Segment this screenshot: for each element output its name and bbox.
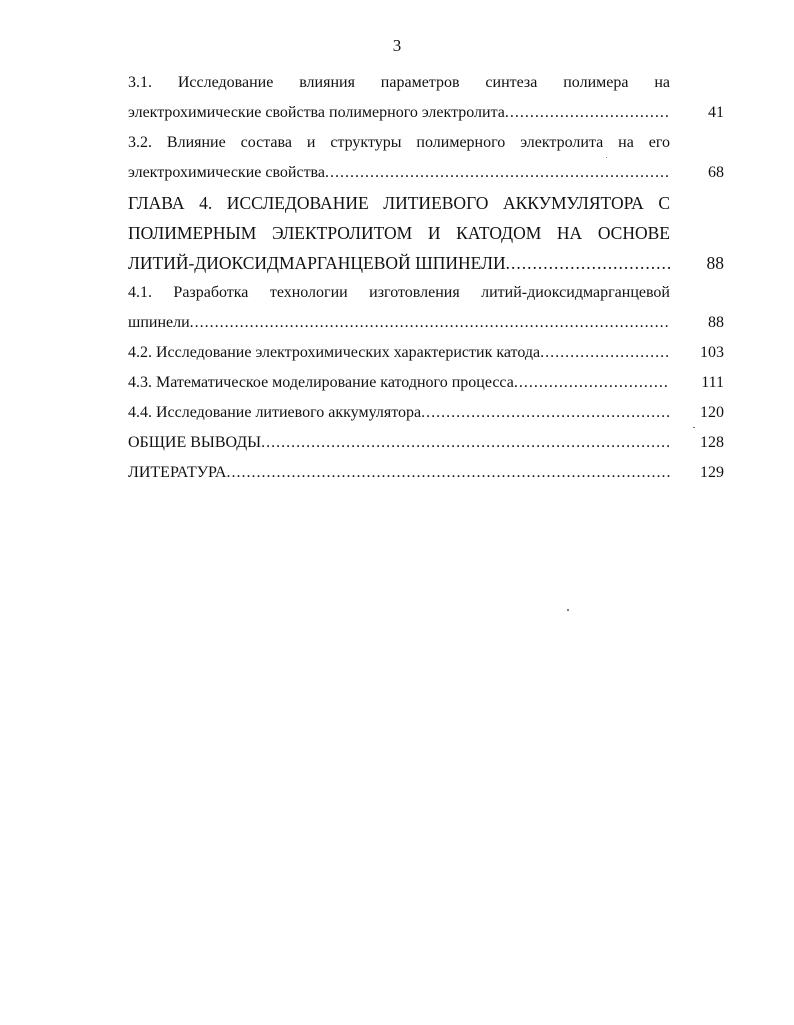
toc-entry (128, 368, 724, 398)
toc-line: 3.1. Исследование влияния параметров синтеза полимера на (128, 74, 670, 91)
toc-entry-page: 120 (700, 404, 724, 421)
toc-chapter-line: ГЛАВА 4. ИССЛЕДОВАНИЕ ЛИТИЕВОГО АККУМУЛЯТОРА С (128, 193, 670, 213)
page-number: 3 (392, 36, 402, 55)
toc-entry-page: 88 (708, 314, 724, 331)
toc-entry-title: 4.2. Исследование электрохимических характеристик катода ..... (128, 338, 670, 368)
toc-entry-page: 68 (708, 164, 724, 181)
scan-speck (606, 157, 607, 158)
toc-entry-page: 111 (701, 374, 724, 391)
toc-entry-page: 41 (708, 104, 724, 121)
scan-speck (567, 609, 569, 611)
toc-entry (128, 428, 724, 458)
toc-entry-title: ЛИТЕРАТУРА ..... (128, 458, 670, 488)
toc-entry (128, 338, 724, 368)
toc-chapter-line: ПОЛИМЕРНЫМ ЭЛЕКТРОЛИТОМ И КАТОДОМ НА ОСНОВЕ (128, 223, 670, 243)
toc-entry (128, 308, 724, 338)
toc-entry (128, 98, 724, 128)
toc-chapter-entry (128, 248, 724, 278)
toc-entry-title: 4.3. Математическое моделирование катодного процесса ..... (128, 368, 670, 398)
toc-entry (128, 398, 724, 428)
toc-line: 3.2. Влияние состава и структуры полимерного электролита на его (128, 134, 670, 151)
table-of-contents (128, 68, 724, 488)
toc-entry-title: ОБЩИЕ ВЫВОДЫ ..... (128, 428, 670, 458)
toc-entry-title: электрохимические свойства ..... (128, 158, 670, 188)
toc-entry-title: ЛИТИЙ-ДИОКСИДМАРГАНЦЕВОЙ ШПИНЕЛИ ..... (128, 248, 670, 278)
toc-entry (128, 458, 724, 488)
toc-entry-title: шпинели ..... (128, 308, 670, 338)
toc-line: 4.1. Разработка технологии изготовления литий-диоксидмарганцевой (128, 284, 670, 301)
toc-entry-page: 88 (706, 253, 724, 273)
toc-entry-title: 4.4. Исследование литиевого аккумулятора ..... (128, 398, 670, 428)
scan-speck (693, 427, 695, 428)
toc-entry (128, 158, 724, 188)
toc-entry-page: 129 (700, 464, 724, 481)
toc-entry-page: 128 (700, 434, 724, 451)
toc-entry-page: 103 (700, 344, 724, 361)
toc-entry-title: электрохимические свойства полимерного электролита ..... (128, 98, 670, 128)
